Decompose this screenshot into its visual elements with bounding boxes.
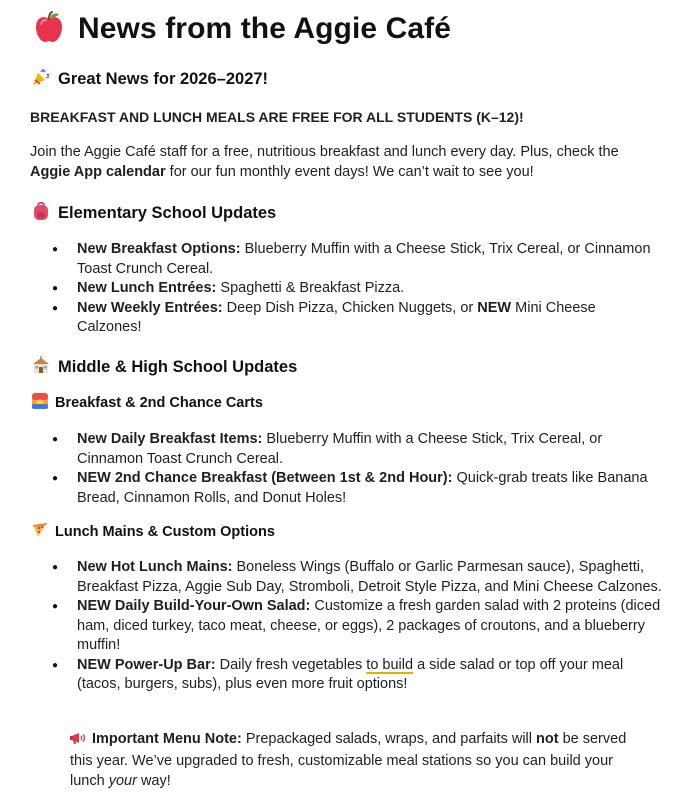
free-meals-banner: BREAKFAST AND LUNCH MEALS ARE FREE FOR ALL STUDENTS (K–12)! (30, 109, 524, 125)
list-item: ● New Lunch Entrées: Spaghetti & Breakfast Pizza. (52, 279, 662, 299)
middle-high-heading (32, 356, 297, 379)
page-title: News from the Aggie Café (78, 12, 452, 45)
list-item: ● New Breakfast Options: Blueberry Muffin with a Cheese Stick, Trix Cereal, or Cinnamon Toast Crunch Cereal. (52, 240, 662, 279)
intro-paragraph (30, 142, 660, 182)
elementary-heading (32, 201, 276, 226)
intro-text-2: for our fun monthly event days! We can’t wait to see you! (165, 164, 534, 180)
school-backpack-icon (32, 201, 50, 226)
party-popper-icon (32, 68, 50, 91)
lunch-mains-heading (32, 522, 275, 542)
school-building-icon (32, 356, 50, 379)
intro-text-1: Join the Aggie Café staff for a free, nutritious breakfast and lunch every day. Plus, check the (30, 144, 619, 160)
pizza-icon (32, 522, 48, 542)
breakfast-carts-list (52, 430, 662, 508)
list-item: ● NEW Power-Up Bar: Daily fresh vegetables to build a side salad or top off your meal (tacos, burgers, subs), plus even more fruit options! (52, 656, 662, 695)
middle-high-heading-text: Middle & High School Updates (58, 358, 298, 376)
apple-icon (32, 10, 66, 49)
grammar-suggestion-underline[interactable]: to build (366, 656, 414, 673)
list-item: ● NEW 2nd Chance Breakfast (Between 1st & 2nd Hour): Quick-grab treats like Banana Bread, Cinnamon Rolls, and Donut Holes! (52, 469, 662, 508)
breakfast-carts-heading (32, 393, 263, 413)
elementary-list (52, 240, 662, 338)
lunch-mains-list (52, 558, 662, 695)
aggie-app-calendar-text: Aggie App calendar (30, 164, 166, 180)
elementary-heading-text: Elementary School Updates (58, 204, 277, 222)
lunch-mains-heading-text: Lunch Mains & Custom Options (55, 524, 275, 540)
list-item: ● New Weekly Entrées: Deep Dish Pizza, Chicken Nuggets, or NEW Mini Cheese Calzones! (52, 299, 662, 338)
great-news-heading-text: Great News for 2026–2027! (58, 70, 269, 88)
sunrise-icon (32, 393, 48, 413)
breakfast-carts-heading-text: Breakfast & 2nd Chance Carts (55, 395, 263, 411)
list-item: ● New Daily Breakfast Items: Blueberry Muffin with a Cheese Stick, Trix Cereal, or Cinnamon Toast Crunch Cereal. (52, 430, 662, 469)
list-item: ● NEW Daily Build-Your-Own Salad: Customize a fresh garden salad with 2 proteins (diced ham, diced turkey, taco meat, cheese, or eggs), 2 packages of croutons, and a blueberry muffin! (52, 597, 662, 656)
important-note: Important Menu Note: Prepackaged salads, wraps, and parfaits will not be served this year. We’ve upgraded to fresh, customizable meal stations so you can build your lunch your way! (70, 731, 627, 789)
note-label: Important Menu Note: (92, 731, 242, 747)
megaphone-icon (70, 731, 86, 751)
page-title-row (32, 8, 451, 50)
great-news-heading (32, 68, 268, 91)
list-item: ● New Hot Lunch Mains: Boneless Wings (Buffalo or Garlic Parmesan sauce), Spaghetti, Breakfast Pizza, Aggie Sub Day, Stromboli, Detroit Style Pizza, and Mini Cheese Calzones. (52, 558, 662, 597)
